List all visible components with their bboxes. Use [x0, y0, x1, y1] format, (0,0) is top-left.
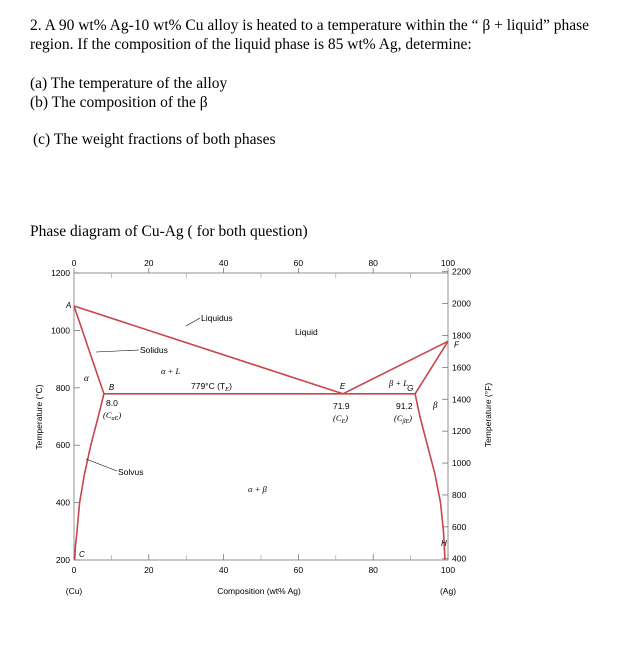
x-tick-top-label: 20	[144, 258, 154, 268]
x-tick-top-label: 40	[218, 258, 229, 268]
point-e: E	[339, 381, 346, 391]
x-tick-top-label: 80	[368, 258, 378, 268]
solvus-label: Solvus	[118, 467, 144, 477]
phase-boundaries	[74, 306, 448, 560]
e-composition-symbol: $(C_E)$	[333, 413, 349, 425]
alpha-label: α	[84, 373, 89, 383]
y-tick-right-label: 1800	[452, 330, 471, 341]
x-tick-top-label: 0	[71, 258, 77, 268]
x-tick-bottom-label: 60	[293, 565, 304, 575]
y-tick-right-label: 600	[452, 521, 467, 532]
solvus-curve	[415, 394, 445, 560]
y-tick-right-label: 2000	[452, 298, 471, 309]
y-axis-label-left: Temperature (°C)	[34, 384, 44, 450]
point-b: B	[108, 382, 115, 392]
beta-plus-liquid-label: β + L	[389, 378, 408, 388]
end-label-ag: (Ag)	[439, 586, 457, 596]
chart-axes	[74, 268, 448, 560]
part-c: (c) The weight fractions of both phases	[33, 131, 276, 148]
x-tick-bottom-label: 40	[218, 565, 229, 575]
alpha-plus-beta-label: α + β	[248, 484, 267, 494]
point-f: F	[454, 340, 459, 350]
x-tick-bottom-label: 100	[440, 565, 456, 575]
point-h: H	[441, 539, 447, 548]
x-tick-bottom-label: 20	[144, 565, 154, 575]
liquidus-label: Liquidus	[201, 313, 233, 323]
part-b: (b) The composition of the β	[30, 94, 208, 111]
liquid-label: Liquid	[295, 327, 318, 337]
y-tick-right-label: 1400	[452, 394, 471, 405]
x-tick-top-label: 100	[440, 258, 456, 268]
question-line-1: 2. A 90 wt% Ag-10 wt% Cu alloy is heated to a temperature within the “ β + liquid” phase	[30, 17, 590, 34]
eutectic-temperature-label: 779°C $(T_E)$	[191, 381, 232, 393]
plot-frame	[74, 273, 448, 560]
y-tick-right-label: 1200	[452, 426, 471, 437]
solidus-leader	[96, 350, 139, 352]
point-g: G	[407, 383, 414, 393]
solvus-leader	[86, 459, 117, 471]
y-tick-left-label: 800	[55, 382, 70, 393]
question-line-2: region. If the composition of the liquid phase is 85 wt% Ag, determine:	[30, 36, 472, 53]
y-tick-right-label: 800	[452, 489, 467, 500]
x-axis-label: Composition (wt% Ag)	[217, 586, 301, 596]
point-c: C	[79, 550, 85, 559]
liquidus-leader	[186, 318, 200, 326]
solvus-curve	[75, 394, 104, 560]
y-tick-left-label: 600	[55, 440, 70, 451]
x-tick-top-label: 60	[293, 258, 304, 268]
y-tick-left-label: 1000	[51, 325, 70, 336]
y-tick-right-label: 1600	[452, 362, 471, 373]
y-tick-right-label: 2200	[452, 266, 471, 277]
y-tick-left-label: 200	[55, 555, 70, 565]
y-tick-right-label: 1000	[452, 458, 471, 469]
end-label-cu: (Cu)	[65, 586, 83, 596]
part-a: (a) The temperature of the alloy	[30, 75, 228, 92]
invariant-points	[65, 301, 460, 559]
alpha-plus-liquid-label: α + L	[161, 366, 181, 376]
y-tick-left-label: 1200	[51, 268, 70, 278]
g-composition-symbol: $(C_{\beta E})$	[394, 413, 412, 425]
solidus-label: Solidus	[140, 345, 168, 355]
b-composition-symbol: $(C_{\alpha E})$	[103, 410, 122, 422]
x-tick-bottom-label: 0	[71, 565, 77, 575]
diagram-caption: Phase diagram of Cu-Ag ( for both question)	[30, 223, 308, 240]
y-tick-left-label: 400	[55, 497, 70, 508]
solidus-curve	[74, 306, 104, 394]
g-composition: 91.2	[396, 401, 413, 411]
point-a: A	[66, 301, 72, 311]
x-tick-bottom-label: 80	[368, 565, 378, 575]
beta-label: β	[433, 400, 438, 410]
y-axis-label-right: Temperature (°F)	[483, 382, 493, 448]
y-tick-right-label: 400	[452, 553, 467, 564]
e-composition: 71.9	[333, 401, 350, 411]
b-composition: 8.0	[106, 398, 118, 408]
